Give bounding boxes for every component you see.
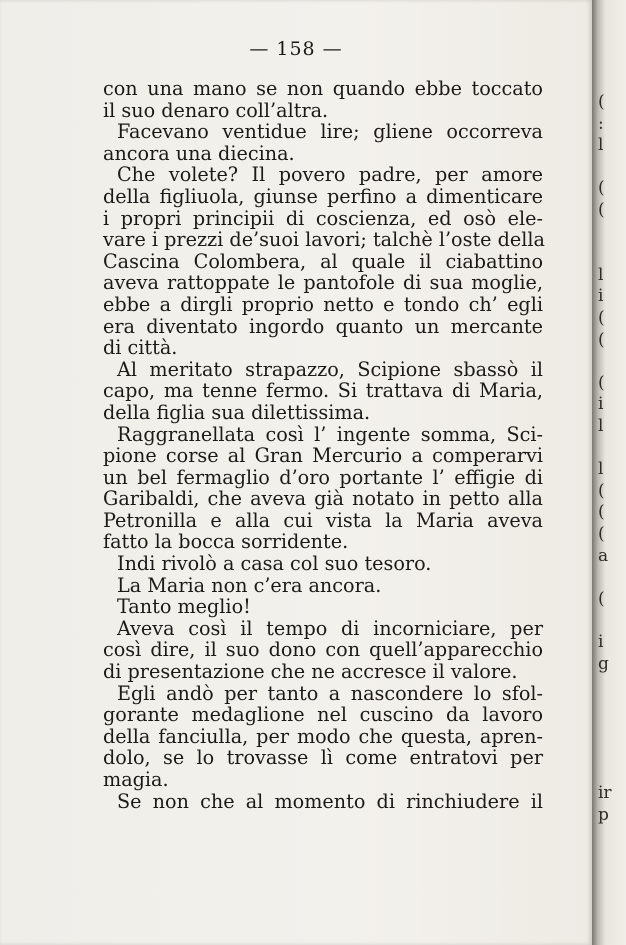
text-line: pione corse al Gran Mercurio a comperarvi: [103, 444, 543, 468]
facing-page-glyph: (: [598, 178, 605, 199]
text-line: capo, ma tenne fermo. Si trattava di Maria,: [103, 379, 543, 403]
facing-page-glyph: g: [598, 653, 609, 674]
text-line: Se non che al momento di rinchiudere il: [117, 789, 543, 813]
text-line: Facevano ventidue lire; gliene occorreva: [117, 120, 543, 144]
facing-page-glyph: i: [598, 632, 604, 652]
text-line: Tanto meglio!: [117, 595, 251, 619]
facing-page-glyph: l: [598, 135, 604, 156]
facing-page-glyph: (: [598, 588, 605, 609]
text-line: della figliuola, giunse perfino a dimenticare: [103, 184, 543, 208]
facing-page-glyph: (: [598, 502, 605, 523]
text-line: un bel fermaglio d’oro portante l’ effigie di: [103, 465, 543, 489]
text-line: La Maria non c’era ancora.: [117, 573, 382, 597]
text-line: Petronilla e alla cui vista la Maria aveva: [103, 508, 543, 532]
facing-page-glyph: l: [598, 264, 604, 285]
text-line: Che volete? Il povero padre, per amore: [117, 163, 543, 187]
facing-page-glyph: i: [598, 394, 604, 415]
text-line: di presentazione che ne accresce il valore.: [103, 660, 518, 684]
page-number: — 158 —: [249, 38, 343, 60]
text-line: vare i prezzi de’suoi lavori; talchè l’oste della: [103, 228, 545, 252]
text-line: il suo denaro coll’altra.: [103, 98, 329, 122]
text-line: dolo, se lo trovasse lì come entratovi per: [103, 746, 543, 770]
text-line: era diventato ingordo quanto un mercante: [103, 314, 543, 338]
text-line: così dire, il suo dono con quell’apparecchio: [103, 638, 543, 662]
text-line: gorante medaglione nel cuscino da lavoro: [103, 703, 543, 727]
text-line: Raggranellata così l’ ingente somma, Sci-: [117, 422, 543, 446]
facing-page-glyph: (: [598, 329, 605, 350]
facing-page-glyph: (: [598, 480, 605, 501]
facing-page-glyph: (: [598, 524, 605, 544]
facing-page-glyph: ir: [598, 783, 612, 804]
text-line: aveva rattoppate le pantofole di sua moglie,: [103, 271, 543, 295]
text-line: magia.: [103, 768, 169, 791]
text-line: della figlia sua dilettissima.: [103, 400, 371, 424]
facing-page-glyph: (: [598, 200, 605, 220]
facing-page-glyph: :: [598, 113, 604, 134]
facing-page-glyph: (: [598, 308, 605, 328]
text-line: Egli andò per tanto a nascondere lo sfol-: [117, 681, 543, 705]
text-line: Al meritato strapazzo, Scipione sbassò il: [117, 357, 543, 381]
text-line: della fanciulla, per modo che questa, apren-: [103, 724, 543, 748]
facing-page-glyph: p: [598, 804, 609, 825]
text-line: con una mano se non quando ebbe toccato: [103, 77, 543, 100]
text-line: fatto la bocca sorridente.: [103, 530, 349, 554]
facing-page-glyph: (: [598, 372, 605, 393]
facing-page-glyph: (: [598, 92, 605, 112]
text-line: Aveva così il tempo di incorniciare, per: [117, 616, 543, 640]
text-line: Cascina Colombera, al quale il ciabattino: [103, 249, 543, 273]
facing-page-glyph: i: [598, 286, 604, 307]
text-line: i propri principii di coscienza, ed osò ele-: [103, 206, 543, 230]
facing-page-glyph: l: [598, 416, 604, 436]
text-line: ebbe a dirgli proprio netto e tondo ch’ egli: [103, 292, 543, 316]
text-line: Indi rivolò a casa col suo tesoro.: [117, 552, 432, 576]
body-text: [103, 78, 543, 812]
text-line: ancora una diecina.: [103, 141, 295, 165]
facing-page-glyph: l: [598, 459, 604, 480]
facing-page-glyph: a: [598, 545, 609, 566]
text-line: Garibaldi, che aveva già notato in petto alla: [103, 487, 543, 511]
text-line: di città.: [103, 336, 178, 360]
